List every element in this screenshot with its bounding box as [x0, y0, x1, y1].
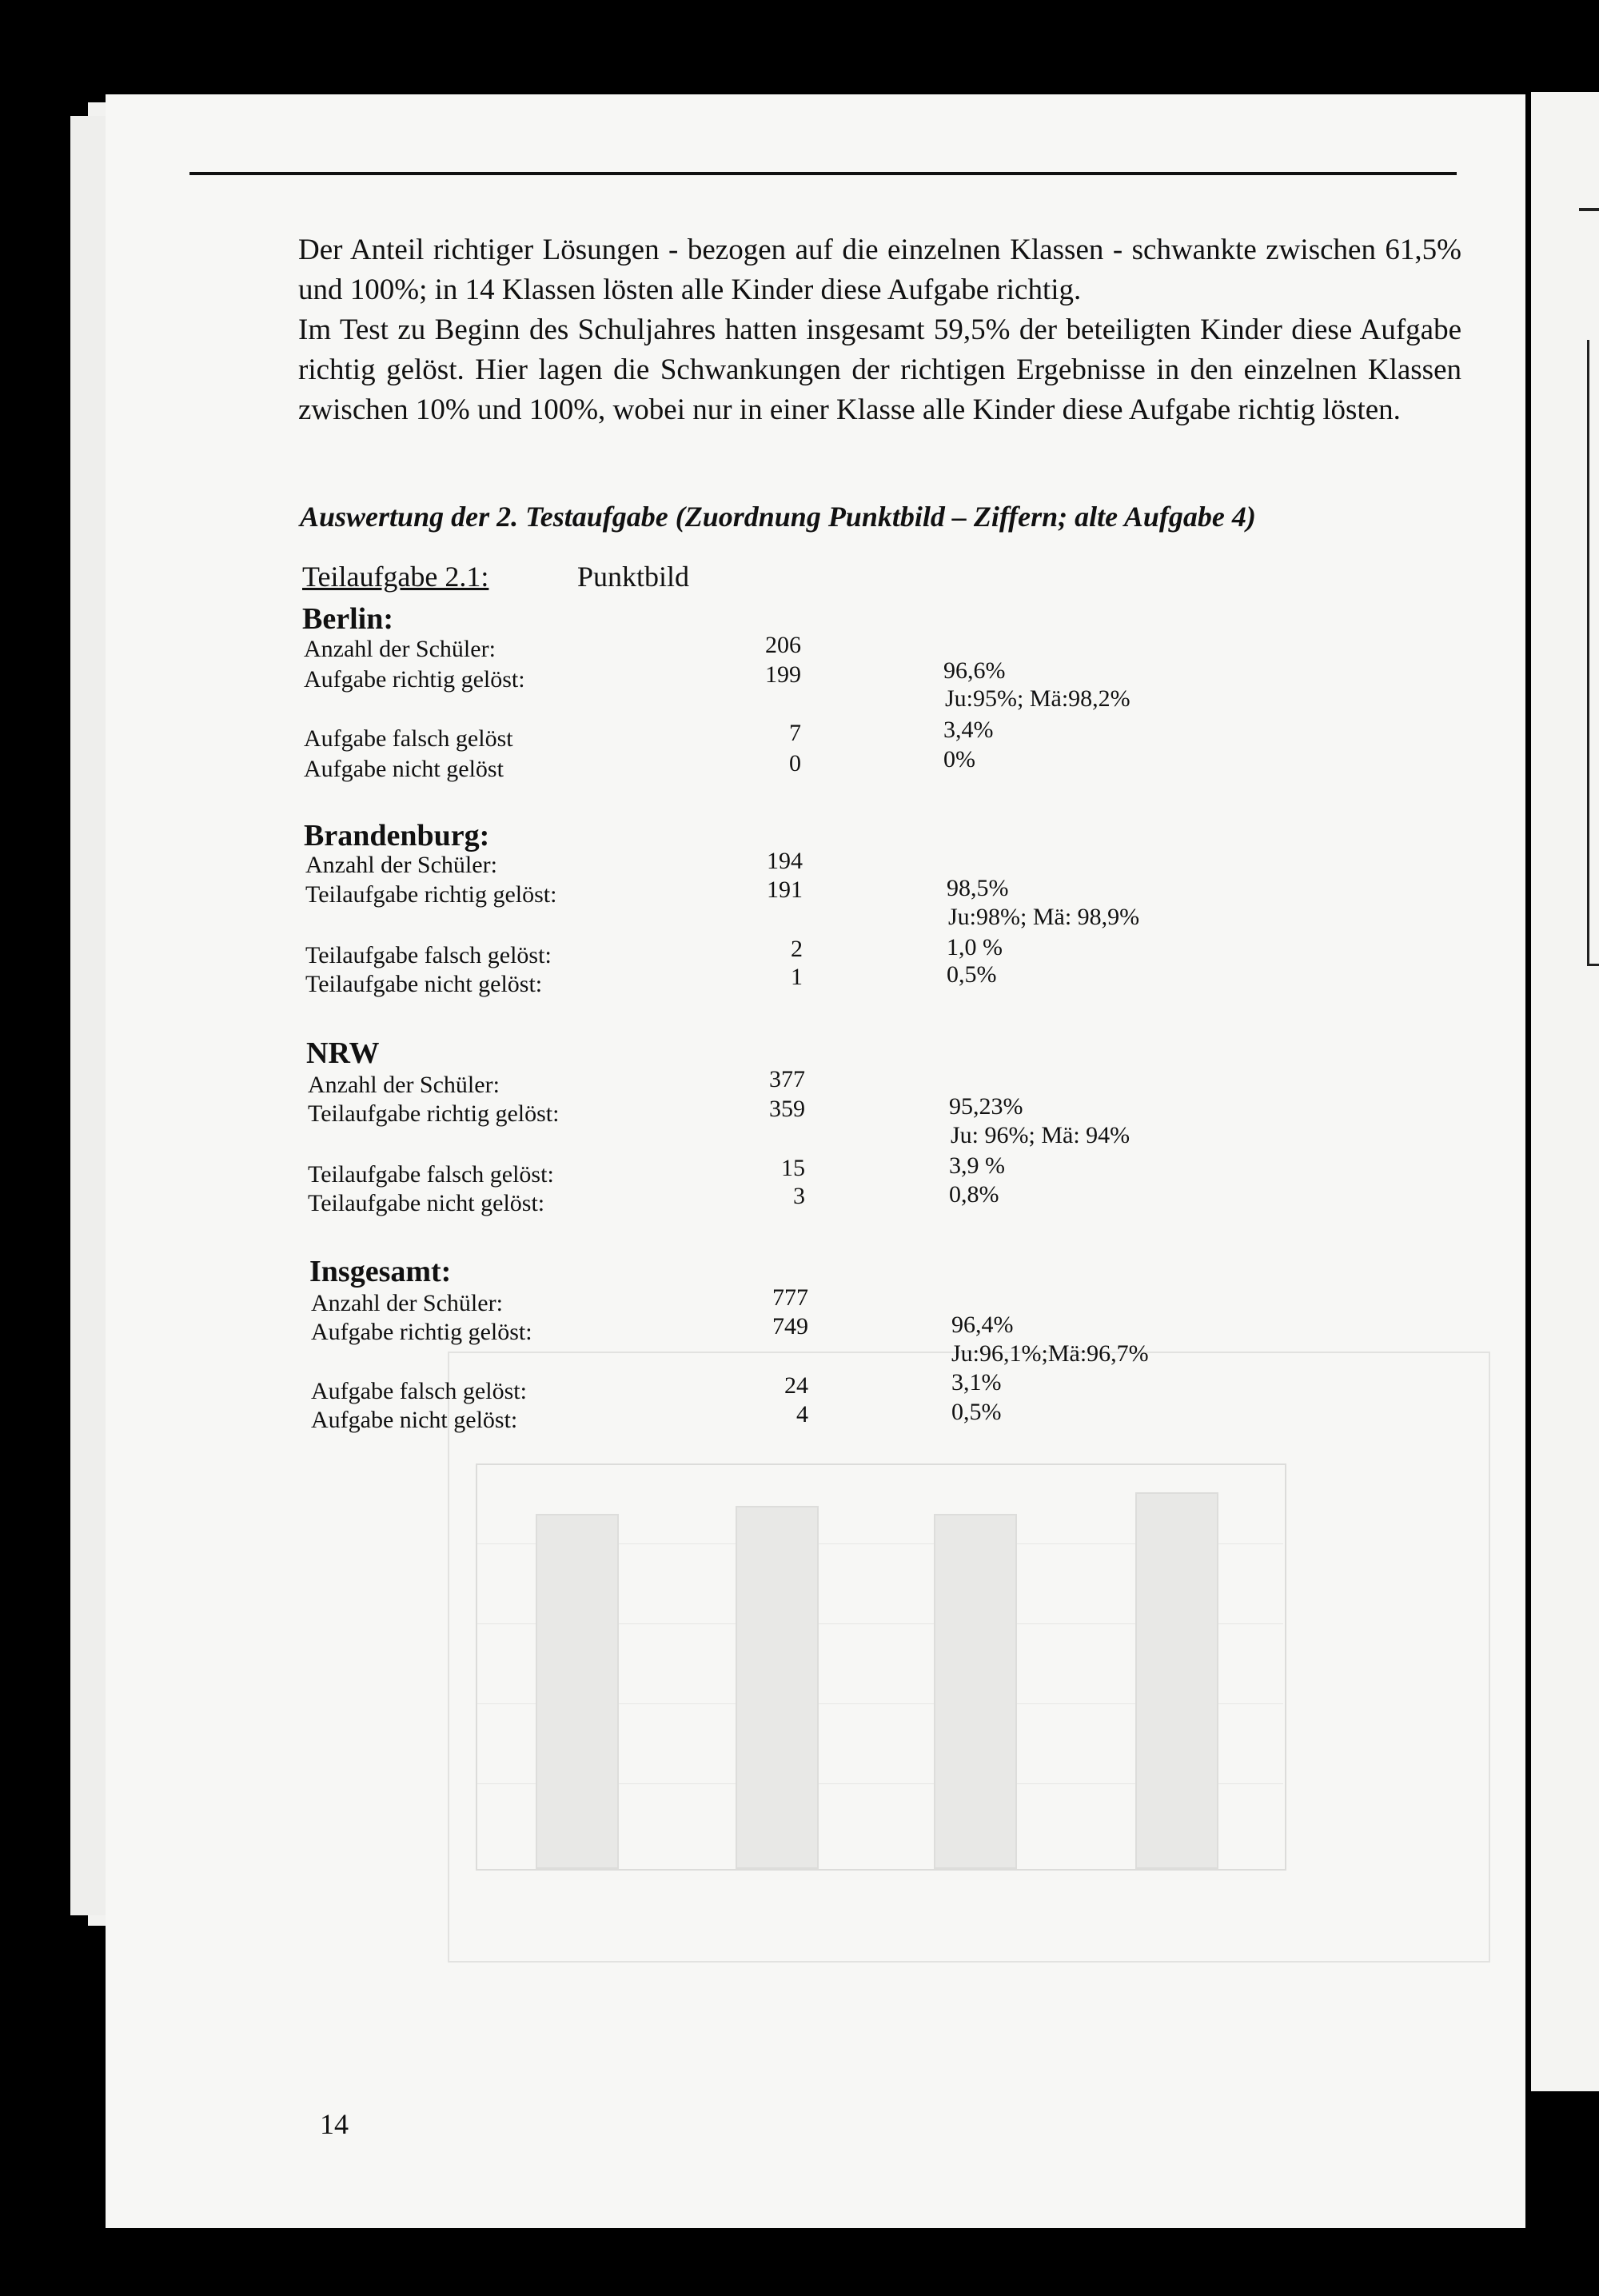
row-count: 377	[769, 1066, 805, 1092]
row-percent: 96,6%	[943, 657, 1006, 684]
row-count: 359	[769, 1096, 805, 1122]
show-through-bar	[736, 1506, 819, 1869]
row-count: 194	[767, 848, 803, 874]
row-label: Teilaufgabe nicht gelöst:	[308, 1190, 545, 1216]
page-stack-edge	[70, 116, 108, 1915]
subtask-name: Punktbild	[577, 561, 690, 593]
row-label: Aufgabe richtig gelöst:	[304, 666, 525, 693]
row-label: Teilaufgabe falsch gelöst:	[308, 1161, 554, 1188]
row-percent: 98,5%	[947, 875, 1009, 901]
row-count: 199	[765, 661, 801, 688]
row-gender-split: Ju:98%; Mä: 98,9%	[948, 904, 1140, 930]
row-percent: 0,5%	[951, 1399, 1002, 1425]
page-number: 14	[320, 2108, 349, 2140]
row-label: Aufgabe richtig gelöst:	[311, 1319, 532, 1345]
row-count: 2	[791, 936, 803, 962]
row-count: 24	[784, 1372, 808, 1399]
header-rule	[189, 172, 1457, 175]
row-count: 749	[772, 1313, 808, 1340]
row-label: Teilaufgabe falsch gelöst:	[305, 942, 552, 968]
row-label: Aufgabe falsch gelöst:	[311, 1378, 527, 1404]
row-count: 0	[789, 750, 801, 777]
row-percent: 95,23%	[949, 1093, 1023, 1120]
region-title-berlin: Berlin:	[302, 602, 393, 636]
row-count: 15	[781, 1155, 805, 1181]
row-count: 3	[793, 1183, 805, 1209]
region-title-brandenburg: Brandenburg:	[304, 819, 490, 853]
row-percent: 3,1%	[951, 1369, 1002, 1396]
row-percent: 3,4%	[943, 717, 994, 743]
region-title-total: Insgesamt:	[309, 1255, 452, 1288]
row-percent: 96,4%	[951, 1312, 1014, 1338]
paragraph-line: Der Anteil richtiger Lösungen - bezogen auf die einzelnen Klassen - schwankte zwischen 61,5% und 100%; in 14 Klassen lösten alle Kinder diese Aufgabe richtig.	[298, 234, 1461, 306]
row-count: 7	[789, 720, 801, 746]
row-count: 1	[791, 964, 803, 990]
row-count: 191	[767, 876, 803, 903]
next-page-rule	[1579, 208, 1599, 211]
row-label: Teilaufgabe nicht gelöst:	[305, 971, 543, 997]
region-title-nrw: NRW	[306, 1036, 380, 1070]
row-label: Aufgabe nicht gelöst:	[311, 1407, 518, 1433]
row-percent: 3,9 %	[949, 1152, 1005, 1179]
row-percent: 1,0 %	[947, 934, 1003, 960]
subtask-label: Teilaufgabe 2.1:	[302, 561, 489, 593]
row-percent: 0,8%	[949, 1181, 999, 1208]
row-count: 777	[772, 1284, 808, 1311]
row-label: Aufgabe nicht gelöst	[304, 756, 504, 782]
row-label: Anzahl der Schüler:	[305, 852, 497, 878]
intro-paragraph	[298, 230, 1461, 430]
row-label: Teilaufgabe richtig gelöst:	[305, 881, 557, 908]
row-label: Anzahl der Schüler:	[308, 1072, 500, 1098]
row-percent: 0,5%	[947, 961, 997, 988]
show-through-bar	[536, 1514, 619, 1869]
row-label: Aufgabe falsch gelöst	[304, 725, 513, 752]
paragraph-line: Im Test zu Beginn des Schuljahres hatten insgesamt 59,5% der beteiligten Kinder diese Aufgabe richtig gelöst. Hier lagen die Schwankungen der richtigen Ergebnisse in den einzelnen Klassen zwischen 10% und 100%, wobei nur in einer Klasse alle Kinder diese Aufgabe richtig lösten.	[298, 313, 1461, 426]
row-count: 4	[796, 1401, 808, 1428]
row-percent: 0%	[943, 746, 975, 773]
next-page-strip	[1531, 92, 1599, 2091]
row-gender-split: Ju:96,1%;Mä:96,7%	[951, 1340, 1149, 1367]
row-gender-split: Ju: 96%; Mä: 94%	[951, 1122, 1130, 1148]
section-heading: Auswertung der 2. Testaufgabe (Zuordnung Punktbild – Ziffern; alte Aufgabe 4)	[300, 501, 1256, 533]
next-page-box	[1587, 340, 1599, 966]
row-label: Teilaufgabe richtig gelöst:	[308, 1100, 560, 1127]
row-gender-split: Ju:95%; Mä:98,2%	[945, 685, 1130, 712]
row-label: Anzahl der Schüler:	[311, 1290, 503, 1316]
row-label: Anzahl der Schüler:	[304, 636, 496, 662]
row-count: 206	[765, 632, 801, 658]
show-through-bar	[934, 1514, 1017, 1869]
show-through-bar	[1135, 1492, 1218, 1869]
